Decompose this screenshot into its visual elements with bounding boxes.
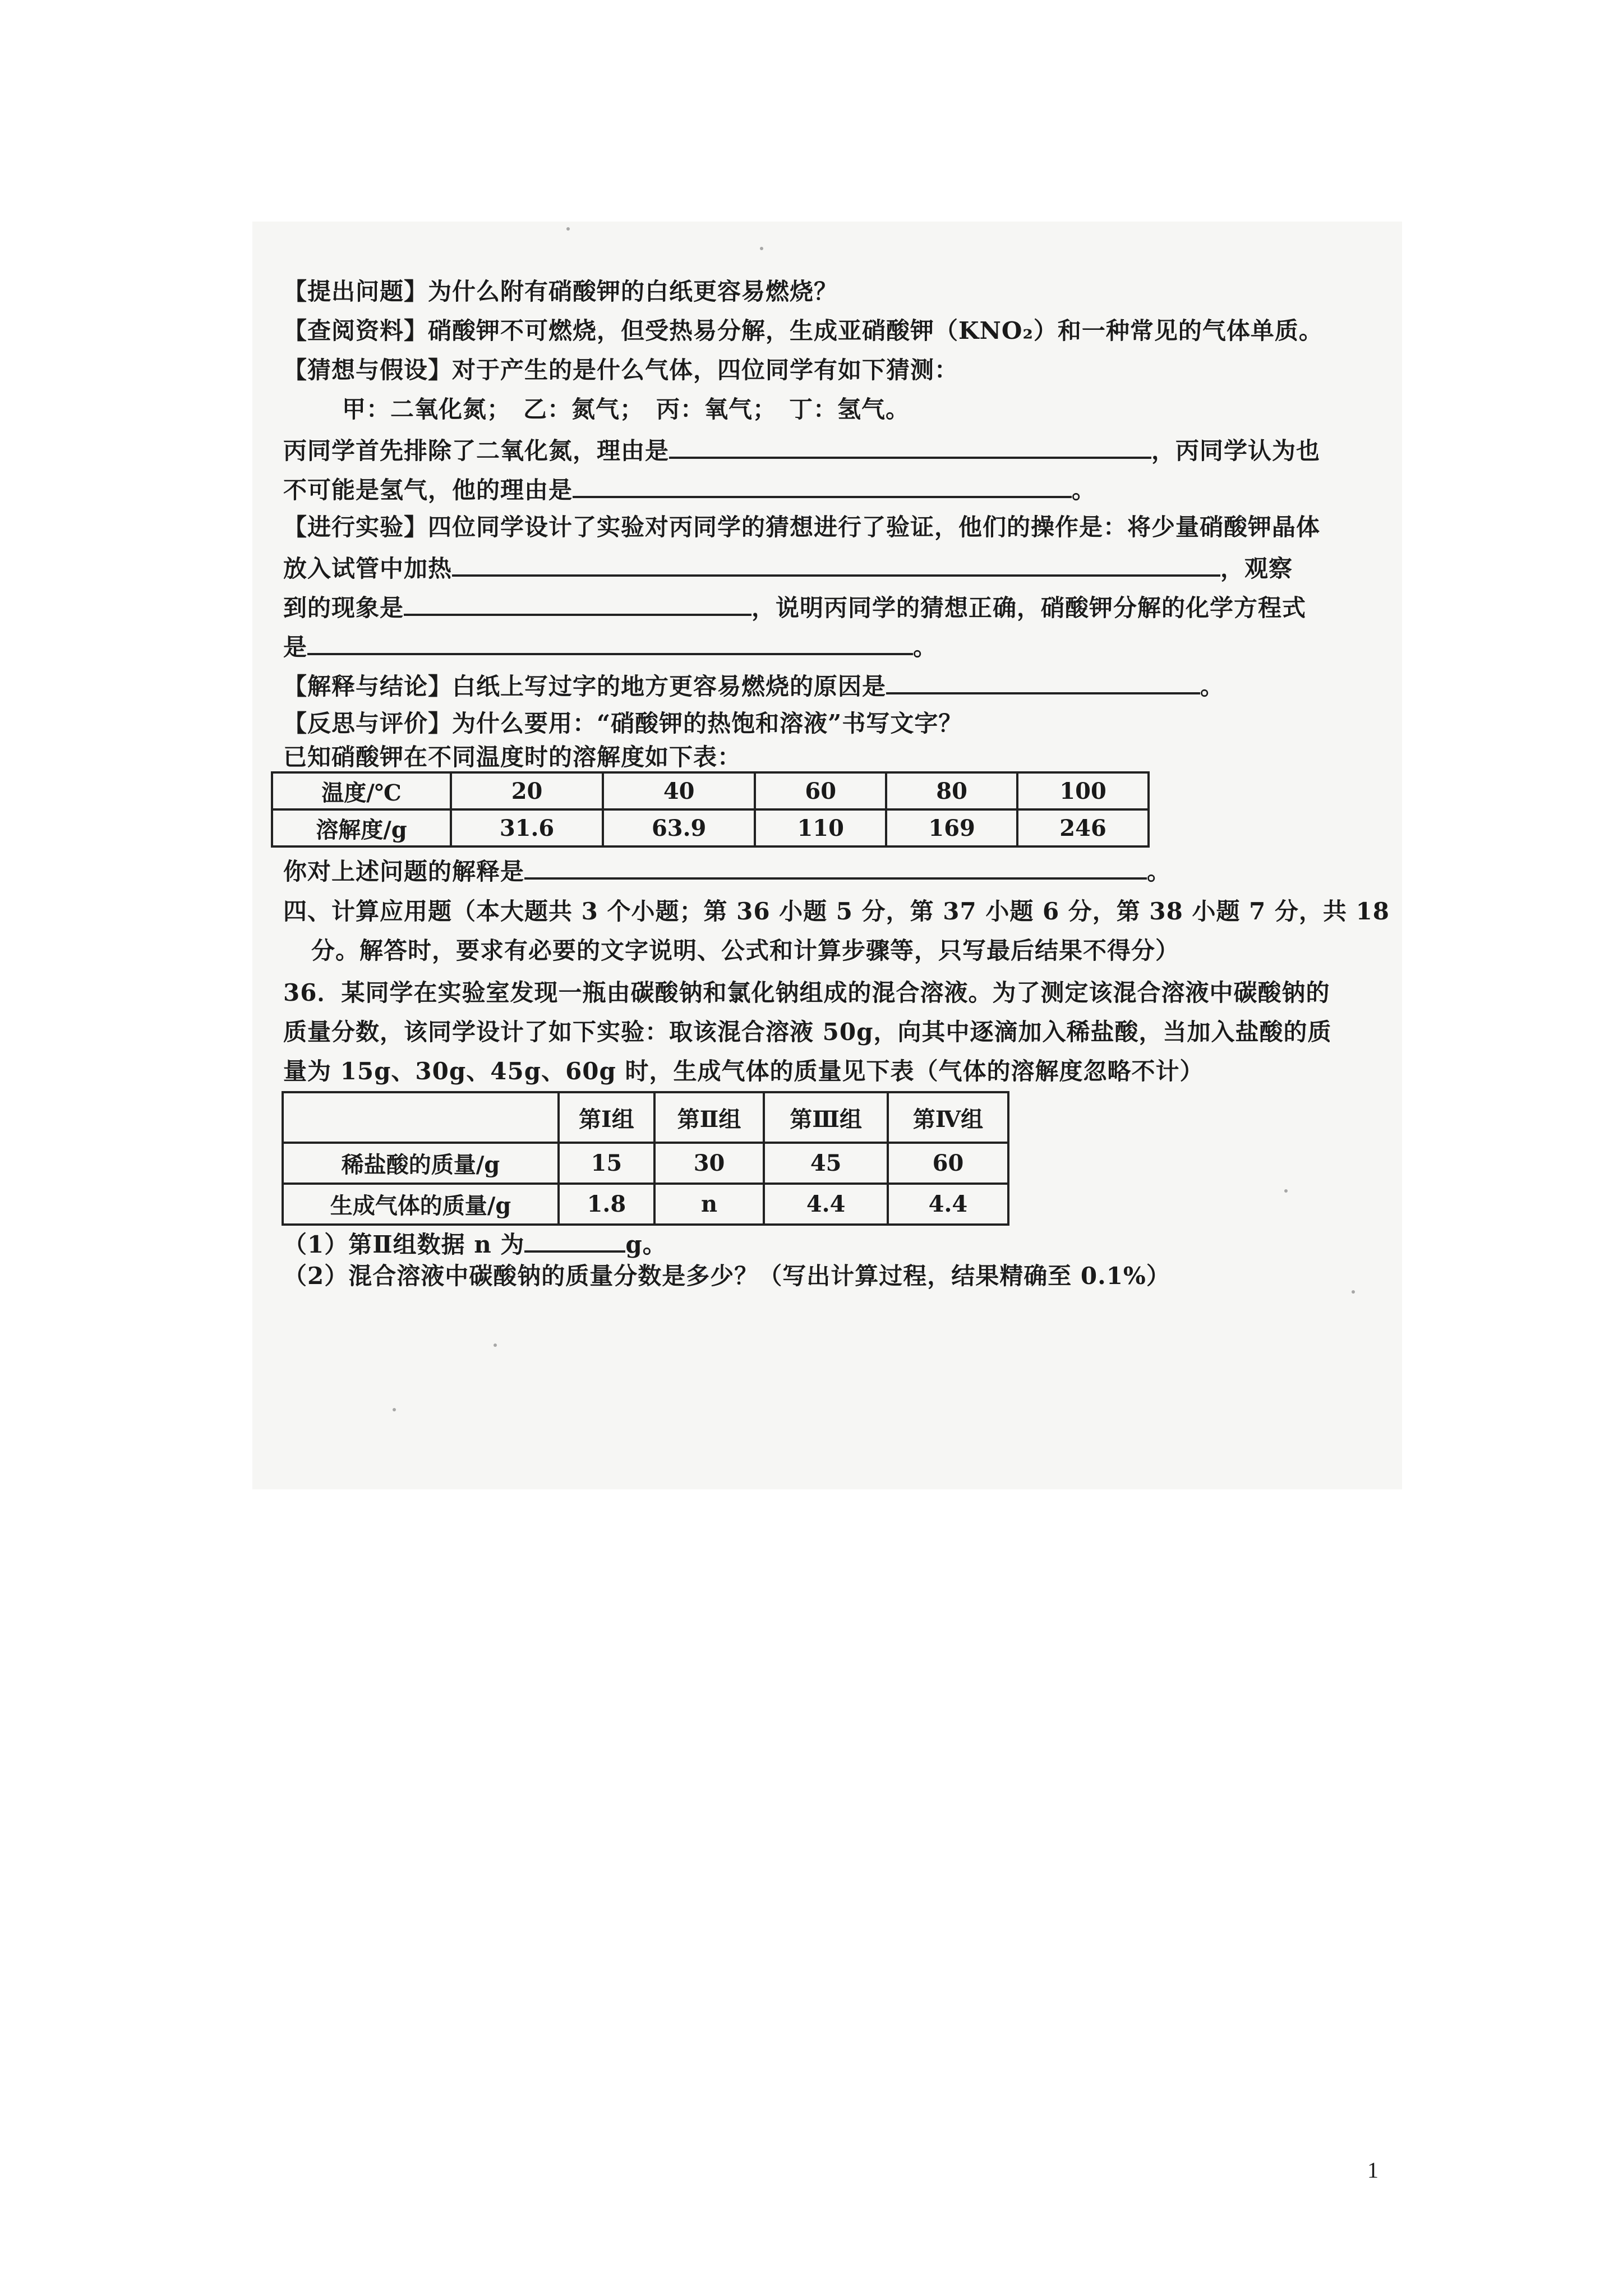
q36-line-3: 量为 15g、30g、45g、60g 时，生成气体的质量见下表（气体的溶解度忽略不计）	[283, 1057, 1204, 1085]
guess-line: 【猜想与假设】对于产生的是什么气体，四位同学有如下猜测：	[283, 356, 959, 384]
table-row	[272, 809, 1149, 846]
table-cell: 40	[603, 772, 755, 809]
answer-blank[interactable]	[524, 1226, 625, 1253]
answer-blank[interactable]	[573, 471, 1072, 498]
answer-blank[interactable]	[886, 668, 1200, 694]
answer-blank[interactable]	[524, 853, 1147, 880]
table-header-row	[283, 1092, 1008, 1143]
not-h2-text: 不可能是氢气，他的理由是	[283, 476, 573, 504]
unit-text: g。	[625, 1231, 667, 1258]
q36-line-2: 质量分数，该同学设计了如下实验：取该混合溶液 50g，向其中逐滴加入稀盐酸，当加入盐酸的质	[283, 1018, 1332, 1046]
solubility-table	[271, 771, 1150, 848]
row-label: 稀盐酸的质量/g	[283, 1143, 559, 1184]
scan-speck	[393, 1408, 396, 1411]
table-cell: 169	[886, 809, 1017, 846]
page-number: 1	[1367, 2157, 1378, 2183]
scan-speck	[760, 247, 763, 250]
experiment-text: 是	[283, 633, 308, 661]
experiment-line-1: 【进行实验】四位同学设计了实验对丙同学的猜想进行了验证，他们的操作是：将少量硝酸钾晶体	[283, 513, 1321, 541]
scan-speck	[1352, 1290, 1355, 1294]
header-cell: 第Ⅱ组	[654, 1092, 764, 1143]
experiment-line-4	[283, 628, 937, 664]
not-h2-line	[283, 471, 1096, 507]
table-cell: n	[654, 1184, 764, 1225]
experiment-text: 放入试管中加热	[283, 555, 453, 582]
sub-question-text: （1）第Ⅱ组数据 n 为	[283, 1231, 525, 1258]
table-cell: 246	[1017, 809, 1149, 846]
experiment-text: 到的现象是	[283, 594, 404, 622]
experiment-text-end: ，说明丙同学的猜想正确，硝酸钾分解的化学方程式	[751, 594, 1307, 622]
period: 。	[1147, 858, 1172, 885]
table-cell: 4.4	[764, 1184, 888, 1225]
conclusion-text: 【解释与结论】白纸上写过字的地方更容易燃烧的原因是	[283, 673, 887, 700]
lookup-line: 【查阅资料】硝酸钾不可燃烧，但受热易分解，生成亚硝酸钾（KNO₂）和一种常见的气体单质。	[283, 317, 1323, 344]
answer-blank[interactable]	[307, 628, 913, 655]
row-label: 生成气体的质量/g	[283, 1184, 559, 1225]
section-4-line-2: 分。解答时，要求有必要的文字说明、公式和计算步骤等，只写最后结果不得分）	[311, 937, 1180, 964]
conclusion-line	[283, 668, 1224, 703]
header-cell: 第Ⅲ组	[764, 1092, 888, 1143]
period: 。	[1072, 476, 1096, 504]
table-cell: 80	[886, 772, 1017, 809]
sub-question-1	[283, 1226, 667, 1262]
scan-speck	[566, 227, 570, 231]
exclude-line	[283, 432, 1320, 468]
header-cell: 第Ⅳ组	[888, 1092, 1008, 1143]
row-label: 溶解度/g	[272, 809, 451, 846]
header-cell	[283, 1092, 559, 1143]
exclude-text: 丙同学首先排除了二氧化氮，理由是	[283, 437, 670, 464]
sub-question-2: （2）混合溶液中碳酸钠的质量分数是多少？（写出计算过程，结果精确至 0.1%）	[283, 1262, 1170, 1290]
exclude-text-end: ，丙同学认为也	[1151, 437, 1321, 464]
row-label: 温度/℃	[272, 772, 451, 809]
table-row	[283, 1143, 1008, 1184]
answer-blank[interactable]	[404, 589, 751, 616]
gas-table	[282, 1091, 1009, 1226]
table-cell: 45	[764, 1143, 888, 1184]
table-cell: 60	[755, 772, 886, 809]
explain-line	[283, 853, 1171, 889]
scan-speck	[1284, 1189, 1288, 1193]
ask-line: 【提出问题】为什么附有硝酸钾的白纸更容易燃烧？	[283, 278, 838, 305]
experiment-text-end: ，观察	[1220, 555, 1293, 582]
answer-blank[interactable]	[669, 432, 1151, 459]
header-cell: 第Ⅰ组	[559, 1092, 654, 1143]
table-row	[272, 772, 1149, 809]
period: 。	[913, 633, 938, 661]
known-line: 已知硝酸钾在不同温度时的溶解度如下表：	[283, 743, 742, 771]
guess-options: 甲：二氧化氮； 乙：氮气； 丙：氧气； 丁：氢气。	[342, 395, 910, 423]
table-cell: 20	[451, 772, 603, 809]
table-cell: 31.6	[451, 809, 603, 846]
q36-line-1: 36．某同学在实验室发现一瓶由碳酸钠和氯化钠组成的混合溶液。为了测定该混合溶液中碳酸钠的	[283, 979, 1330, 1006]
experiment-line-3	[283, 589, 1306, 625]
explain-text: 你对上述问题的解释是	[283, 858, 525, 885]
table-cell: 110	[755, 809, 886, 846]
reflect-line: 【反思与评价】为什么要用：“硝酸钾的热饱和溶液”书写文字？	[283, 710, 963, 737]
period: 。	[1200, 673, 1225, 700]
table-cell: 15	[559, 1143, 654, 1184]
section-4-line-1: 四、计算应用题（本大题共 3 个小题；第 36 小题 5 分，第 37 小题 6 分，第 38 小题 7 分，共 18	[283, 898, 1390, 925]
table-cell: 63.9	[603, 809, 755, 846]
table-cell: 100	[1017, 772, 1149, 809]
table-cell: 60	[888, 1143, 1008, 1184]
table-cell: 30	[654, 1143, 764, 1184]
table-cell: 4.4	[888, 1184, 1008, 1225]
experiment-line-2	[283, 550, 1293, 586]
table-cell: 1.8	[559, 1184, 654, 1225]
answer-blank[interactable]	[452, 550, 1220, 577]
scan-speck	[494, 1343, 497, 1347]
table-row	[283, 1184, 1008, 1225]
